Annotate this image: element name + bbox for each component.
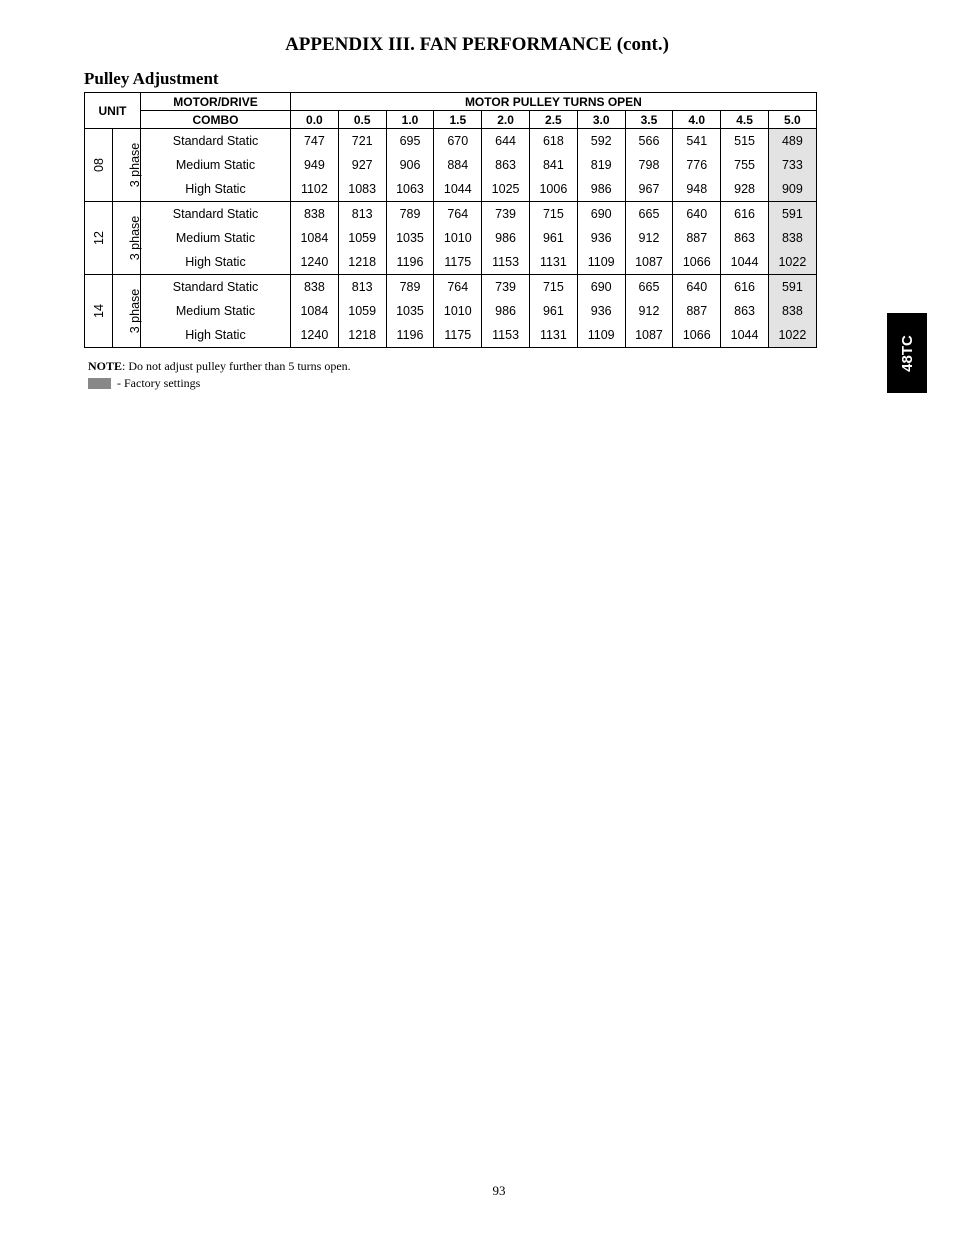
value-cell: 1196 xyxy=(386,250,434,275)
value-cell: 733 xyxy=(768,153,816,177)
turns-header: MOTOR PULLEY TURNS OPEN xyxy=(291,93,817,111)
value-cell: 1153 xyxy=(482,250,530,275)
value-cell: 813 xyxy=(338,275,386,300)
value-cell: 591 xyxy=(768,202,816,227)
turns-col-header: 3.5 xyxy=(625,111,673,129)
value-cell: 841 xyxy=(529,153,577,177)
value-cell: 961 xyxy=(529,299,577,323)
phase-label: 3 phase xyxy=(128,142,143,188)
value-cell: 1131 xyxy=(529,323,577,348)
value-cell: 1196 xyxy=(386,323,434,348)
value-cell: 967 xyxy=(625,177,673,202)
value-cell: 936 xyxy=(577,299,625,323)
value-cell: 1087 xyxy=(625,250,673,275)
value-cell: 690 xyxy=(577,275,625,300)
value-cell: 1059 xyxy=(338,299,386,323)
value-cell: 618 xyxy=(529,129,577,154)
combo-cell: High Static xyxy=(141,250,291,275)
table-row xyxy=(85,153,817,177)
combo-header-line2: COMBO xyxy=(141,111,291,129)
turns-col-header: 1.0 xyxy=(386,111,434,129)
value-cell: 1010 xyxy=(434,299,482,323)
value-cell: 739 xyxy=(482,202,530,227)
table-row xyxy=(85,129,817,154)
value-cell: 798 xyxy=(625,153,673,177)
page-number: 93 xyxy=(492,1183,506,1198)
value-cell: 1063 xyxy=(386,177,434,202)
value-cell: 1066 xyxy=(673,323,721,348)
value-cell: 739 xyxy=(482,275,530,300)
phase-cell xyxy=(113,202,141,275)
value-cell: 1240 xyxy=(291,323,339,348)
value-cell: 1022 xyxy=(768,323,816,348)
table-row xyxy=(85,202,817,227)
page-title: APPENDIX III. FAN PERFORMANCE (cont.) xyxy=(285,34,669,55)
turns-col-header: 3.0 xyxy=(577,111,625,129)
value-cell: 665 xyxy=(625,202,673,227)
value-cell: 906 xyxy=(386,153,434,177)
value-cell: 1044 xyxy=(434,177,482,202)
value-cell: 819 xyxy=(577,153,625,177)
value-cell: 1109 xyxy=(577,323,625,348)
value-cell: 715 xyxy=(529,202,577,227)
unit-cell xyxy=(85,275,113,348)
value-cell: 887 xyxy=(673,299,721,323)
value-cell: 1175 xyxy=(434,250,482,275)
table-row xyxy=(85,177,817,202)
combo-cell: Medium Static xyxy=(141,153,291,177)
combo-cell: Standard Static xyxy=(141,275,291,300)
unit-label: 14 xyxy=(91,304,106,318)
value-cell: 1240 xyxy=(291,250,339,275)
value-cell: 838 xyxy=(291,275,339,300)
value-cell: 670 xyxy=(434,129,482,154)
value-cell: 1035 xyxy=(386,299,434,323)
value-cell: 695 xyxy=(386,129,434,154)
value-cell: 616 xyxy=(721,202,769,227)
phase-label: 3 phase xyxy=(128,215,143,261)
value-cell: 1218 xyxy=(338,250,386,275)
value-cell: 489 xyxy=(768,129,816,154)
value-cell: 948 xyxy=(673,177,721,202)
value-cell: 1006 xyxy=(529,177,577,202)
value-cell: 1044 xyxy=(721,323,769,348)
value-cell: 1102 xyxy=(291,177,339,202)
value-cell: 1044 xyxy=(721,250,769,275)
combo-cell: Standard Static xyxy=(141,202,291,227)
side-tab-label: 48TC xyxy=(898,334,916,372)
value-cell: 909 xyxy=(768,177,816,202)
value-cell: 1084 xyxy=(291,299,339,323)
table-header-row xyxy=(85,93,817,111)
value-cell: 884 xyxy=(434,153,482,177)
value-cell: 863 xyxy=(482,153,530,177)
pulley-adjustment-table xyxy=(84,92,817,348)
value-cell: 640 xyxy=(673,275,721,300)
value-cell: 887 xyxy=(673,226,721,250)
value-cell: 927 xyxy=(338,153,386,177)
turns-col-header: 2.0 xyxy=(482,111,530,129)
value-cell: 541 xyxy=(673,129,721,154)
table-row xyxy=(85,299,817,323)
unit-cell xyxy=(85,202,113,275)
turns-col-header: 4.5 xyxy=(721,111,769,129)
value-cell: 1153 xyxy=(482,323,530,348)
combo-header-line1: MOTOR/DRIVE xyxy=(141,93,291,111)
table-body xyxy=(85,129,817,348)
table-row xyxy=(85,226,817,250)
table-row xyxy=(85,250,817,275)
legend xyxy=(88,376,200,391)
value-cell: 1084 xyxy=(291,226,339,250)
value-cell: 789 xyxy=(386,275,434,300)
value-cell: 566 xyxy=(625,129,673,154)
value-cell: 949 xyxy=(291,153,339,177)
value-cell: 912 xyxy=(625,299,673,323)
value-cell: 863 xyxy=(721,226,769,250)
value-cell: 515 xyxy=(721,129,769,154)
combo-cell: Medium Static xyxy=(141,226,291,250)
value-cell: 1109 xyxy=(577,250,625,275)
value-cell: 640 xyxy=(673,202,721,227)
unit-cell xyxy=(85,129,113,202)
combo-cell: High Static xyxy=(141,177,291,202)
value-cell: 789 xyxy=(386,202,434,227)
note-text: : Do not adjust pulley further than 5 turns open. xyxy=(122,359,351,373)
turns-col-header: 4.0 xyxy=(673,111,721,129)
value-cell: 1010 xyxy=(434,226,482,250)
section-title: Pulley Adjustment xyxy=(84,69,219,88)
value-cell: 838 xyxy=(291,202,339,227)
value-cell: 721 xyxy=(338,129,386,154)
value-cell: 690 xyxy=(577,202,625,227)
value-cell: 838 xyxy=(768,299,816,323)
value-cell: 863 xyxy=(721,299,769,323)
turns-header-row xyxy=(85,111,817,129)
turns-col-header: 0.5 xyxy=(338,111,386,129)
combo-cell: Medium Static xyxy=(141,299,291,323)
note xyxy=(88,359,351,374)
value-cell: 1022 xyxy=(768,250,816,275)
value-cell: 1059 xyxy=(338,226,386,250)
value-cell: 986 xyxy=(482,299,530,323)
value-cell: 1083 xyxy=(338,177,386,202)
value-cell: 986 xyxy=(577,177,625,202)
phase-cell xyxy=(113,275,141,348)
value-cell: 1087 xyxy=(625,323,673,348)
phase-cell xyxy=(113,129,141,202)
value-cell: 986 xyxy=(482,226,530,250)
table-row xyxy=(85,323,817,348)
table-row xyxy=(85,275,817,300)
combo-cell: Standard Static xyxy=(141,129,291,154)
value-cell: 776 xyxy=(673,153,721,177)
factory-setting-swatch xyxy=(88,378,111,389)
side-tab xyxy=(887,313,927,393)
phase-label: 3 phase xyxy=(128,288,143,334)
value-cell: 591 xyxy=(768,275,816,300)
turns-col-header: 5.0 xyxy=(768,111,816,129)
value-cell: 715 xyxy=(529,275,577,300)
value-cell: 665 xyxy=(625,275,673,300)
turns-col-header: 1.5 xyxy=(434,111,482,129)
turns-col-header: 0.0 xyxy=(291,111,339,129)
value-cell: 747 xyxy=(291,129,339,154)
turns-col-header: 2.5 xyxy=(529,111,577,129)
combo-cell: High Static xyxy=(141,323,291,348)
value-cell: 644 xyxy=(482,129,530,154)
value-cell: 764 xyxy=(434,275,482,300)
value-cell: 1131 xyxy=(529,250,577,275)
unit-header: UNIT xyxy=(85,93,141,129)
note-label: NOTE xyxy=(88,359,123,373)
legend-text: - Factory settings xyxy=(117,376,201,390)
value-cell: 813 xyxy=(338,202,386,227)
value-cell: 936 xyxy=(577,226,625,250)
value-cell: 1035 xyxy=(386,226,434,250)
value-cell: 755 xyxy=(721,153,769,177)
value-cell: 961 xyxy=(529,226,577,250)
unit-label: 08 xyxy=(91,158,106,172)
value-cell: 1218 xyxy=(338,323,386,348)
value-cell: 1175 xyxy=(434,323,482,348)
unit-label: 12 xyxy=(91,231,106,245)
value-cell: 592 xyxy=(577,129,625,154)
value-cell: 764 xyxy=(434,202,482,227)
value-cell: 912 xyxy=(625,226,673,250)
value-cell: 1066 xyxy=(673,250,721,275)
value-cell: 616 xyxy=(721,275,769,300)
value-cell: 838 xyxy=(768,226,816,250)
value-cell: 928 xyxy=(721,177,769,202)
value-cell: 1025 xyxy=(482,177,530,202)
